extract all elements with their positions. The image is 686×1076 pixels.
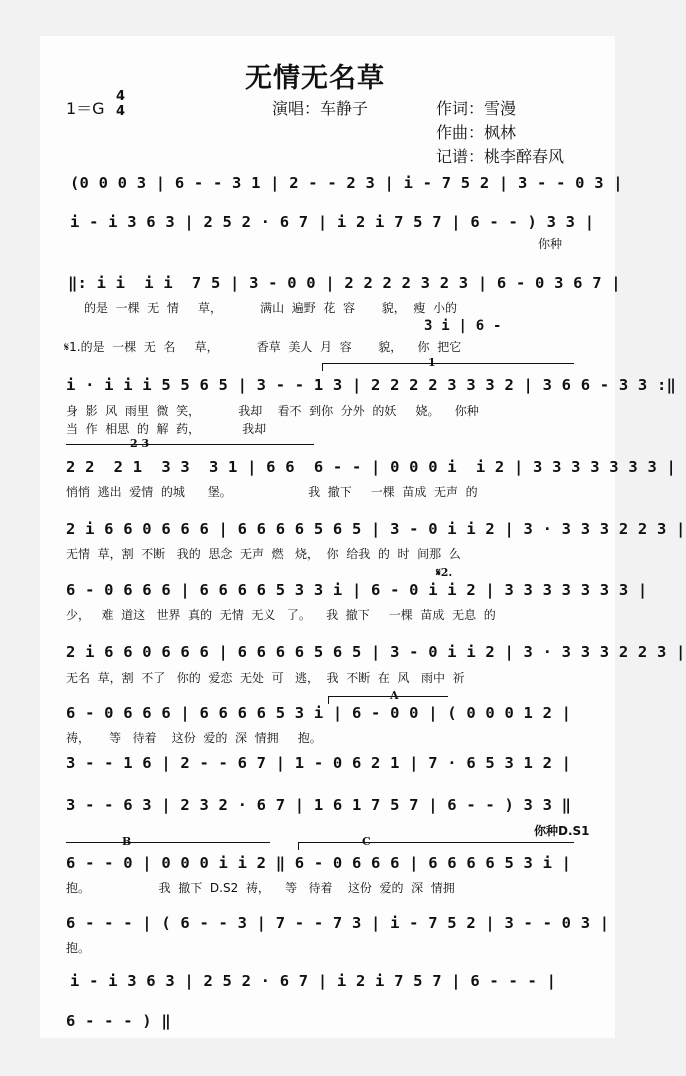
notation-row: 6 - 0 6 6 6 | 6 6 6 6 5 3 3 i | 6 - 0 i i 2 | 3 3 3 3 3 3 3 | (66, 581, 648, 599)
lyric-line: 抱。 (66, 941, 91, 955)
volta-bracket-23 (66, 444, 314, 445)
notation-row: i - i 3 6 3 | 2 5 2 · 6 7 | i 2 i 7 5 7 | 6 - - - | (70, 972, 557, 990)
lyric-line: 无情 草，割 不断 我的 思念 无声 燃 烧， 你 给我 的 时 间那 么 (66, 547, 461, 561)
notation-row: ‖: i i i i 7 5 | 3 - 0 0 | 2 2 2 2 3 2 3 | 6 - 0 3 6 7 | (68, 274, 621, 292)
lyric-line: 当 作 相思 的 解 药， 我却 (66, 422, 267, 436)
lyric-line: 无名 草，割 不了 你的 爱恋 无处 可 逃， 我 不断 在 风 雨中 祈 (66, 671, 465, 685)
score-sheet (40, 36, 686, 1038)
lyric-line: 少， 难 道这 世界 真的 无情 无义 了。 我 撤下 一棵 苗成 无息 的 (66, 608, 496, 622)
volta-bracket-tick (322, 363, 323, 371)
notation-row: 6 - - - | ( 6 - - 3 | 7 - - 7 3 | i - 7 5 2 | 3 - - 0 3 | (66, 914, 610, 932)
song-title: 无情无名草 (245, 63, 385, 94)
lyric-line: 身 影 风 雨里 微 笑， 我却 看不 到你 分外 的妖 娆。 你种 (66, 404, 479, 418)
lyric-line: 你种D.S1 (534, 824, 590, 838)
key-signature: 1＝G (66, 99, 105, 118)
notation-row: 2 i 6 6 0 6 6 6 | 6 6 6 6 5 6 5 | 3 - 0 i i 2 | 3 · 3 3 3 2 2 3 | (66, 643, 686, 661)
volta-label-23: 2 3 (130, 437, 150, 450)
section-bracket-a (328, 696, 448, 697)
notation-row: 6 - - 0 | 0 0 0 i i 2 ‖ 6 - 0 6 6 6 | 6 6 6 6 5 3 i | (66, 854, 572, 872)
notation-row: (0 0 0 3 | 6 - - 3 1 | 2 - - 2 3 | i - 7 5 2 | 3 - - 0 3 | (70, 174, 623, 192)
lyric-line: 的是 一棵 无 情 草， 满山 遍野 花 容 貌， 瘦 小的 (84, 301, 457, 315)
section-label-c: C (362, 835, 371, 848)
notation-row: 3 - - 6 3 | 2 3 2 · 6 7 | 1 6 1 7 5 7 | 6 - - ) 3 3 ‖ (66, 796, 572, 814)
time-signature-top: 4 (116, 89, 126, 104)
notation-row: 3 - - 1 6 | 2 - - 6 7 | 1 - 0 6 2 1 | 7 · 6 5 3 1 2 | (66, 754, 572, 772)
notation-row: 3 i | 6 - (424, 318, 502, 334)
section-label-a: A (390, 689, 399, 702)
volta-bracket-1 (322, 363, 574, 364)
section-bracket-tick (298, 842, 299, 850)
section-label-b: B (122, 835, 132, 848)
notation-row: 6 - - - ) ‖ (66, 1012, 171, 1030)
notation-row: 6 - 0 6 6 6 | 6 6 6 6 5 3 i | 6 - 0 0 | ( 0 0 0 1 2 | (66, 704, 572, 722)
lyric-line: 你种 (538, 237, 563, 251)
time-signature-bottom: 4 (116, 104, 126, 119)
notation-row: i - i 3 6 3 | 2 5 2 · 6 7 | i 2 i 7 5 7 | 6 - - ) 3 3 | (70, 213, 595, 231)
volta-label-1: 1 (428, 356, 436, 369)
notation-row: i · i i i 5 5 6 5 | 3 - - 1 3 | 2 2 2 2 3 3 3 2 | 3 6 6 - 3 3 :‖ (66, 376, 677, 394)
lyric-line: 悄悄 逃出 爱情 的城 堡。 我 撤下 一棵 苗成 无声 的 (66, 485, 478, 499)
singer-credit: 演唱：车静子 (272, 99, 369, 118)
section-bracket-b (66, 842, 270, 843)
lyricist-credit: 作词：雪漫 (436, 99, 517, 118)
composer-credit: 作曲：枫林 (436, 123, 517, 142)
lyric-line: 祷， 等 待着 这份 爱的 深 情拥 抱。 (66, 731, 322, 745)
lyric-line: 𝄋1.的是 一棵 无 名 草， 香草 美人 月 容 貌， 你 把它 (64, 340, 462, 354)
lyric-line: 抱。 我 撤下 D.S2 祷， 等 待着 这份 爱的 深 情拥 (66, 881, 455, 895)
notation-row: 2 2 2 1 3 3 3 1 | 6 6 6 - - | 0 0 0 i i 2 | 3 3 3 3 3 3 3 | (66, 458, 677, 476)
section-bracket-tick (328, 696, 329, 704)
notation-row: 2 i 6 6 0 6 6 6 | 6 6 6 6 5 6 5 | 3 - 0 i i 2 | 3 · 3 3 3 2 2 3 | (66, 520, 686, 538)
section-bracket-c (298, 842, 574, 843)
transcriber-credit: 记谱：桃李醉春风 (436, 147, 565, 166)
segno-2-mark: 𝄋2. (436, 566, 453, 579)
